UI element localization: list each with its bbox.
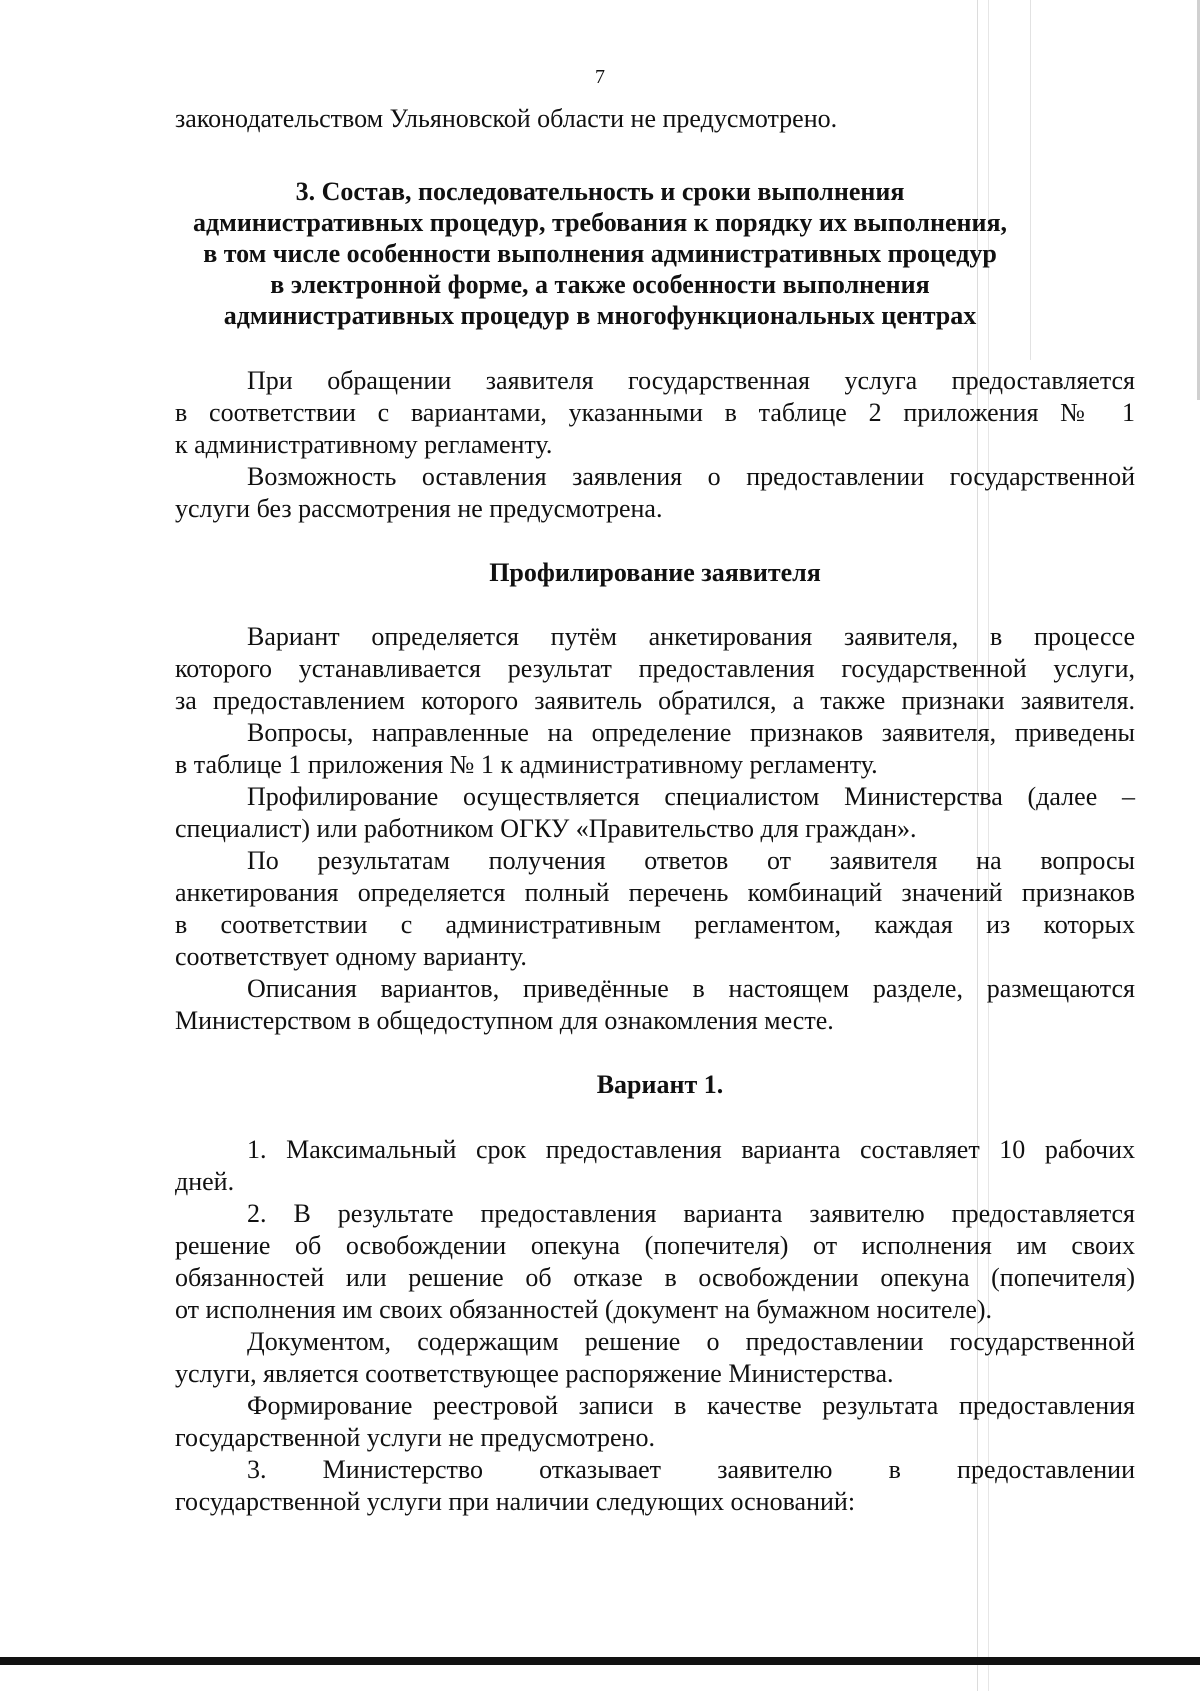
- paragraph-line: Профилирование осуществляется специалистом Министерства (далее –: [247, 782, 1135, 811]
- list-item-line: от исполнения им своих обязанностей (документ на бумажном носителе).: [175, 1295, 993, 1324]
- list-item-line: государственной услуги при наличии следующих оснований:: [175, 1487, 856, 1516]
- paragraph-line: в таблице 1 приложения № 1 к административному регламенту.: [175, 750, 878, 779]
- page-number: 7: [595, 66, 605, 88]
- paragraph-line: услуги без рассмотрения не предусмотрена.: [175, 494, 663, 523]
- paragraph-line: специалист) или работником ОГКУ «Правительство для граждан».: [175, 814, 917, 843]
- scan-bottom-border: [0, 1657, 1200, 1665]
- section-heading-line: в том числе особенности выполнения административных процедур: [203, 239, 997, 268]
- paragraph-line: Описания вариантов, приведённые в настоящем разделе, размещаются: [247, 974, 1135, 1003]
- paragraph-line: Документом, содержащим решение о предоставлении государственной: [247, 1327, 1135, 1356]
- paragraph-line: в соответствии с административным регламентом, каждая из которых: [175, 910, 1135, 939]
- paragraph-line: анкетирования определяется полный перечень комбинаций значений признаков: [175, 878, 1135, 907]
- paragraph-line: Вопросы, направленные на определение признаков заявителя, приведены: [247, 718, 1135, 747]
- paragraph-line: По результатам получения ответов от заявителя на вопросы: [247, 846, 1135, 875]
- paragraph-line: услуги, является соответствующее распоряжение Министерства.: [175, 1359, 894, 1388]
- section-heading-line: административных процедур, требования к порядку их выполнения,: [192, 208, 1008, 237]
- intro-line: законодательством Ульяновской области не предусмотрено.: [175, 104, 838, 133]
- paragraph-line: которого устанавливается результат предоставления государственной услуги,: [175, 654, 1135, 683]
- list-item-line: решение об освобождении опекуна (попечителя) от исполнения им своих: [175, 1231, 1135, 1260]
- list-item-line: 2. В результате предоставления варианта заявителю предоставляется: [247, 1199, 1135, 1228]
- section-heading-line: административных процедур в многофункциональных центрах: [223, 301, 977, 330]
- subsection-heading: Профилирование заявителя: [489, 558, 821, 587]
- variant-heading: Вариант 1.: [596, 1070, 724, 1099]
- paragraph-line: Министерством в общедоступном для ознакомления месте.: [175, 1006, 834, 1035]
- list-item-line: 1. Максимальный срок предоставления варианта составляет 10 рабочих: [247, 1135, 1135, 1164]
- paragraph-line: Формирование реестровой записи в качестве результата предоставления: [247, 1391, 1135, 1420]
- paragraph-line: Вариант определяется путём анкетирования заявителя, в процессе: [247, 622, 1135, 651]
- list-item-line: обязанностей или решение об отказе в освобождении опекуна (попечителя): [175, 1263, 1135, 1292]
- section-heading-line: в электронной форме, а также особенности выполнения: [270, 270, 930, 299]
- paragraph-line: государственной услуги не предусмотрено.: [175, 1423, 655, 1452]
- list-item-line: 3. Министерство отказывает заявителю в предоставлении: [247, 1455, 1135, 1484]
- paragraph-line: за предоставлением которого заявитель обратился, а также признаки заявителя.: [175, 686, 1135, 715]
- paragraph-line: соответствует одному варианту.: [175, 942, 527, 971]
- list-item-line: дней.: [175, 1167, 235, 1196]
- paragraph-line: к административному регламенту.: [175, 430, 553, 459]
- paragraph-line: Возможность оставления заявления о предоставлении государственной: [247, 462, 1135, 491]
- paragraph-line: При обращении заявителя государственная услуга предоставляется: [247, 366, 1135, 395]
- section-heading-line: 3. Состав, последовательность и сроки выполнения: [295, 177, 905, 206]
- paragraph-line: в соответствии с вариантами, указанными в таблице 2 приложения № 1: [175, 398, 1135, 427]
